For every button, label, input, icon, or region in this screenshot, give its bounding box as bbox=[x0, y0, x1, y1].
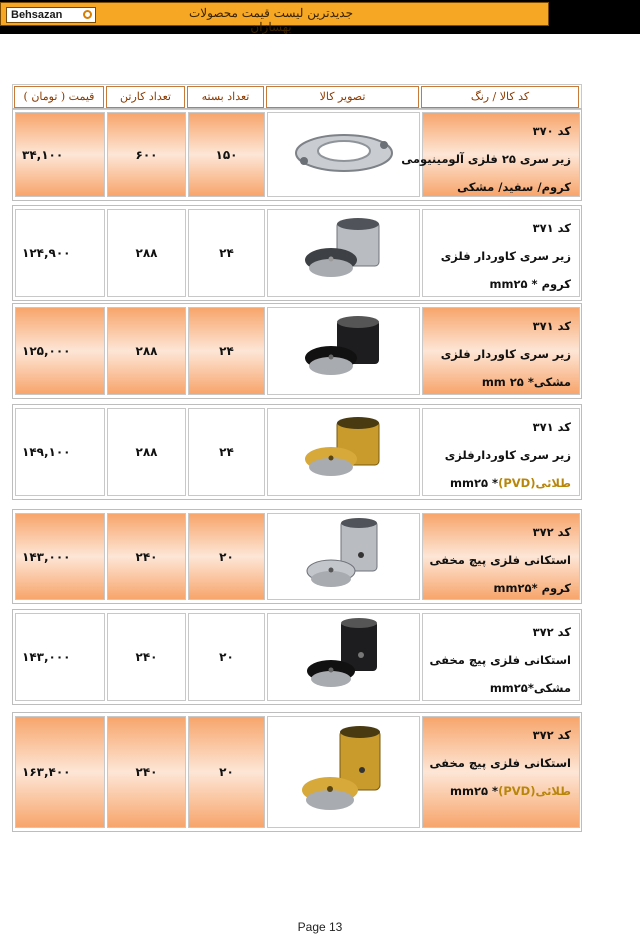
chrome-socket-icon bbox=[299, 515, 389, 599]
pack-qty-cell: ۲۰ bbox=[188, 613, 265, 701]
product-name: زیر سری کاوردارفلزی bbox=[444, 448, 571, 462]
product-color: کروم/ سفید/ مشکی bbox=[457, 180, 571, 194]
product-code: کد ۳۷۱ bbox=[532, 319, 571, 333]
product-name: استکانی فلزی پیچ مخفی bbox=[429, 756, 571, 770]
page-title: جدیدترین لیست قیمت محصولات بهسازان bbox=[189, 6, 353, 34]
pack-qty-cell: ۲۴ bbox=[188, 408, 265, 496]
carton-qty-cell: ۲۸۸ bbox=[107, 307, 186, 395]
page-number: Page 13 bbox=[297, 920, 343, 934]
column-header-image: تصویر کالا bbox=[266, 86, 419, 108]
brand-logo bbox=[6, 7, 96, 23]
column-header-price: قیمت ( تومان ) bbox=[14, 86, 104, 108]
product-image-cell bbox=[267, 613, 420, 701]
product-code: کد ۳۷۱ bbox=[532, 420, 571, 434]
pack-qty-cell: ۱۵۰ bbox=[188, 112, 265, 197]
product-code: کد ۳۷۲ bbox=[532, 728, 571, 742]
price-cell: ۳۴,۱۰۰ bbox=[15, 112, 105, 197]
product-code: کد ۳۷۲ bbox=[532, 625, 571, 639]
gold-socket-icon bbox=[294, 722, 394, 822]
product-name: استکانی فلزی پیچ مخفی bbox=[429, 553, 571, 567]
code-color-cell bbox=[422, 716, 580, 828]
black-socket-icon bbox=[299, 615, 389, 699]
table-row bbox=[12, 404, 582, 500]
product-color: کروم * mm۲۵ bbox=[489, 277, 571, 291]
pack-qty-cell: ۲۴ bbox=[188, 209, 265, 297]
price-cell: ۱۴۹,۱۰۰ bbox=[15, 408, 105, 496]
pack-qty-cell: ۲۰ bbox=[188, 716, 265, 828]
header-banner bbox=[0, 2, 549, 34]
column-header-pack-qty: تعداد بسته bbox=[187, 86, 264, 108]
carton-qty-cell: ۲۴۰ bbox=[107, 716, 186, 828]
pvd-color-label: طلائی(PVD) bbox=[498, 784, 571, 798]
price-cell: ۱۲۵,۰۰۰ bbox=[15, 307, 105, 395]
color-size-label: * mm۲۵ bbox=[450, 784, 499, 798]
product-name: زیر سری کاوردار فلزی bbox=[440, 347, 571, 361]
code-color-cell bbox=[422, 408, 580, 496]
table-row bbox=[12, 303, 582, 399]
pack-qty-cell: ۲۰ bbox=[188, 513, 265, 600]
pack-qty-cell: ۲۴ bbox=[188, 307, 265, 395]
product-code: کد ۳۷۲ bbox=[532, 525, 571, 539]
code-color-cell bbox=[422, 209, 580, 297]
price-cell: ۱۴۳,۰۰۰ bbox=[15, 513, 105, 600]
product-color bbox=[431, 777, 571, 805]
column-header-code-color: کد کالا / رنگ bbox=[421, 86, 579, 108]
column-header-carton-qty: تعداد کارتن bbox=[106, 86, 185, 108]
product-color: مشکی*mm۲۵ bbox=[489, 681, 571, 695]
product-color: کروم *mm۲۵ bbox=[493, 581, 571, 595]
pvd-color-label: طلائی(PVD) bbox=[498, 476, 571, 490]
carton-qty-cell: ۲۴۰ bbox=[107, 613, 186, 701]
table-row bbox=[12, 509, 582, 604]
price-cell: ۱۲۴,۹۰۰ bbox=[15, 209, 105, 297]
chrome-cap-icon bbox=[299, 216, 389, 290]
logo-mark-icon bbox=[83, 10, 92, 19]
product-image-cell bbox=[267, 408, 420, 496]
product-image-cell bbox=[267, 307, 420, 395]
carton-qty-cell: ۶۰۰ bbox=[107, 112, 186, 197]
carton-qty-cell: ۲۴۰ bbox=[107, 513, 186, 600]
product-image-cell bbox=[267, 112, 420, 197]
black-cap-icon bbox=[299, 314, 389, 388]
carton-qty-cell: ۲۸۸ bbox=[107, 408, 186, 496]
chrome-flange-icon bbox=[289, 123, 399, 187]
product-name: زیر سری کاوردار فلزی bbox=[440, 249, 571, 263]
price-cell: ۱۴۳,۰۰۰ bbox=[15, 613, 105, 701]
product-name: زیر سری ۲۵ فلزی آلومینیومی bbox=[401, 152, 571, 166]
logo-text: Behsazan bbox=[11, 9, 63, 21]
product-code: کد ۳۷۰ bbox=[532, 124, 571, 138]
product-name: استکانی فلزی پیچ مخفی bbox=[429, 653, 571, 667]
carton-qty-cell: ۲۸۸ bbox=[107, 209, 186, 297]
code-color-cell bbox=[422, 307, 580, 395]
table-row bbox=[12, 108, 582, 201]
table-row bbox=[12, 712, 582, 832]
product-image-cell bbox=[267, 209, 420, 297]
table-row bbox=[12, 205, 582, 301]
product-color: مشکی* mm ۲۵ bbox=[481, 375, 571, 389]
product-color bbox=[431, 469, 571, 497]
gold-cap-icon bbox=[299, 415, 389, 489]
code-color-cell bbox=[422, 613, 580, 701]
code-color-cell bbox=[422, 513, 580, 600]
product-image-cell bbox=[267, 513, 420, 600]
code-color-cell bbox=[401, 112, 580, 197]
product-image-cell bbox=[267, 716, 420, 828]
product-code: کد ۳۷۱ bbox=[532, 221, 571, 235]
color-size-label: * mm۲۵ bbox=[450, 476, 499, 490]
table-row bbox=[12, 609, 582, 705]
price-cell: ۱۶۳,۴۰۰ bbox=[15, 716, 105, 828]
